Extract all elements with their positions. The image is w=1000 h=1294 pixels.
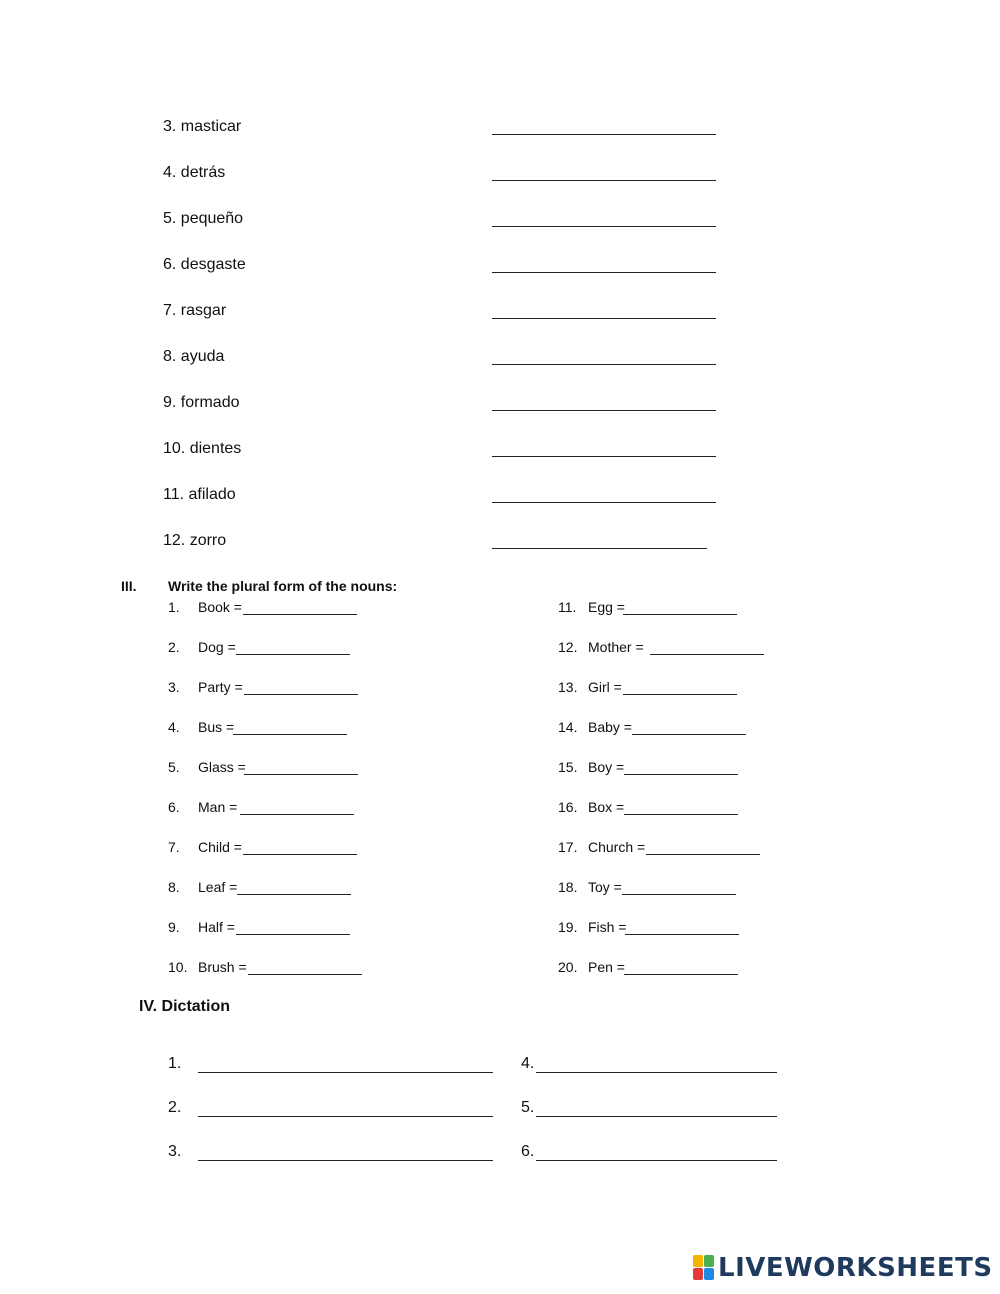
plural-answer-line[interactable] xyxy=(624,774,738,775)
plural-answer-line[interactable] xyxy=(624,814,738,815)
noun-label: Mother = xyxy=(588,639,644,655)
item-number: 19. xyxy=(558,919,578,935)
plural-answer-line[interactable] xyxy=(632,734,746,735)
item-number: 3. xyxy=(168,679,180,695)
vocab-answer-line[interactable] xyxy=(492,548,707,549)
dictation-number: 4. xyxy=(521,1055,535,1072)
noun-label: Brush = xyxy=(198,959,247,975)
item-number: 11. xyxy=(558,599,577,615)
noun-label: Party = xyxy=(198,679,243,695)
vocab-answer-line[interactable] xyxy=(492,364,716,365)
plural-answer-line[interactable] xyxy=(236,934,350,935)
plural-answer-line[interactable] xyxy=(237,894,351,895)
plural-answer-line[interactable] xyxy=(243,854,357,855)
item-number: 12. xyxy=(558,639,578,655)
vocab-answer-line[interactable] xyxy=(492,180,716,181)
vocab-answer-line[interactable] xyxy=(492,134,716,135)
vocab-answer-line[interactable] xyxy=(492,410,716,411)
noun-label: Baby = xyxy=(588,719,632,735)
item-number: 6. xyxy=(168,799,180,815)
item-number: 8. xyxy=(168,879,180,895)
plural-answer-line[interactable] xyxy=(622,894,736,895)
noun-label: Church = xyxy=(588,839,646,855)
dictation-number: 5. xyxy=(521,1099,535,1116)
plural-answer-line[interactable] xyxy=(623,614,737,615)
noun-label: Toy = xyxy=(588,879,622,895)
item-number: 16. xyxy=(558,799,578,815)
vocab-word: 3. masticar xyxy=(163,118,242,135)
vocab-word: 4. detrás xyxy=(163,164,226,181)
noun-label: Boy = xyxy=(588,759,625,775)
dictation-number: 6. xyxy=(521,1143,535,1160)
dictation-answer-line[interactable] xyxy=(536,1072,777,1073)
section-title: Write the plural form of the nouns: xyxy=(168,578,398,594)
dictation-answer-line[interactable] xyxy=(198,1072,493,1073)
dictation-number: 2. xyxy=(168,1099,182,1116)
item-number: 2. xyxy=(168,639,180,655)
vocab-answer-line[interactable] xyxy=(492,272,716,273)
dictation-number: 3. xyxy=(168,1143,182,1160)
item-number: 5. xyxy=(168,759,180,775)
dictation-answer-line[interactable] xyxy=(198,1116,493,1117)
item-number: 15. xyxy=(558,759,578,775)
dictation-answer-line[interactable] xyxy=(536,1116,777,1117)
plural-answer-line[interactable] xyxy=(650,654,764,655)
vocab-word: 9. formado xyxy=(163,394,240,411)
plural-answer-line[interactable] xyxy=(244,774,358,775)
plural-answer-line[interactable] xyxy=(244,694,358,695)
item-number: 20. xyxy=(558,959,578,975)
dictation-number: 1. xyxy=(168,1055,182,1072)
noun-label: Book = xyxy=(198,599,242,615)
vocab-answer-line[interactable] xyxy=(492,502,716,503)
noun-label: Bus = xyxy=(198,719,235,735)
noun-label: Man = xyxy=(198,799,238,815)
plural-answer-line[interactable] xyxy=(623,694,737,695)
item-number: 9. xyxy=(168,919,180,935)
noun-label: Glass = xyxy=(198,759,246,775)
item-number: 10. xyxy=(168,959,188,975)
section-title: IV. Dictation xyxy=(139,998,230,1015)
noun-label: Pen = xyxy=(588,959,625,975)
liveworksheets-logo xyxy=(693,1253,993,1283)
noun-label: Leaf = xyxy=(198,879,238,895)
vocab-answer-line[interactable] xyxy=(492,226,716,227)
plural-answer-line[interactable] xyxy=(248,974,362,975)
vocab-word: 6. desgaste xyxy=(163,256,246,273)
dictation-answer-line[interactable] xyxy=(198,1160,493,1161)
vocab-word: 11. afilado xyxy=(163,486,236,503)
vocab-word: 10. dientes xyxy=(163,440,242,457)
item-number: 1. xyxy=(168,599,180,615)
item-number: 18. xyxy=(558,879,578,895)
item-number: 7. xyxy=(168,839,180,855)
item-number: 4. xyxy=(168,719,180,735)
vocab-word: 12. zorro xyxy=(163,532,227,549)
noun-label: Egg = xyxy=(588,599,625,615)
item-number: 17. xyxy=(558,839,578,855)
plural-answer-line[interactable] xyxy=(236,654,350,655)
noun-label: Girl = xyxy=(588,679,622,695)
plural-answer-line[interactable] xyxy=(646,854,760,855)
item-number: 14. xyxy=(558,719,578,735)
logo-mark-icon xyxy=(693,1255,715,1281)
vocab-word: 8. ayuda xyxy=(163,348,225,365)
plural-answer-line[interactable] xyxy=(625,934,739,935)
logo-text: LIVEWORKSHEETS xyxy=(718,1253,993,1283)
noun-label: Box = xyxy=(588,799,625,815)
section-number: III. xyxy=(121,578,137,594)
noun-label: Child = xyxy=(198,839,242,855)
vocab-answer-line[interactable] xyxy=(492,318,716,319)
noun-label: Half = xyxy=(198,919,235,935)
plural-answer-line[interactable] xyxy=(243,614,357,615)
item-number: 13. xyxy=(558,679,578,695)
vocab-answer-line[interactable] xyxy=(492,456,716,457)
noun-label: Dog = xyxy=(198,639,236,655)
vocab-word: 5. pequeño xyxy=(163,210,244,227)
plural-answer-line[interactable] xyxy=(233,734,347,735)
plural-answer-line[interactable] xyxy=(240,814,354,815)
plural-answer-line[interactable] xyxy=(624,974,738,975)
dictation-answer-line[interactable] xyxy=(536,1160,777,1161)
vocab-word: 7. rasgar xyxy=(163,302,227,319)
noun-label: Fish = xyxy=(588,919,627,935)
